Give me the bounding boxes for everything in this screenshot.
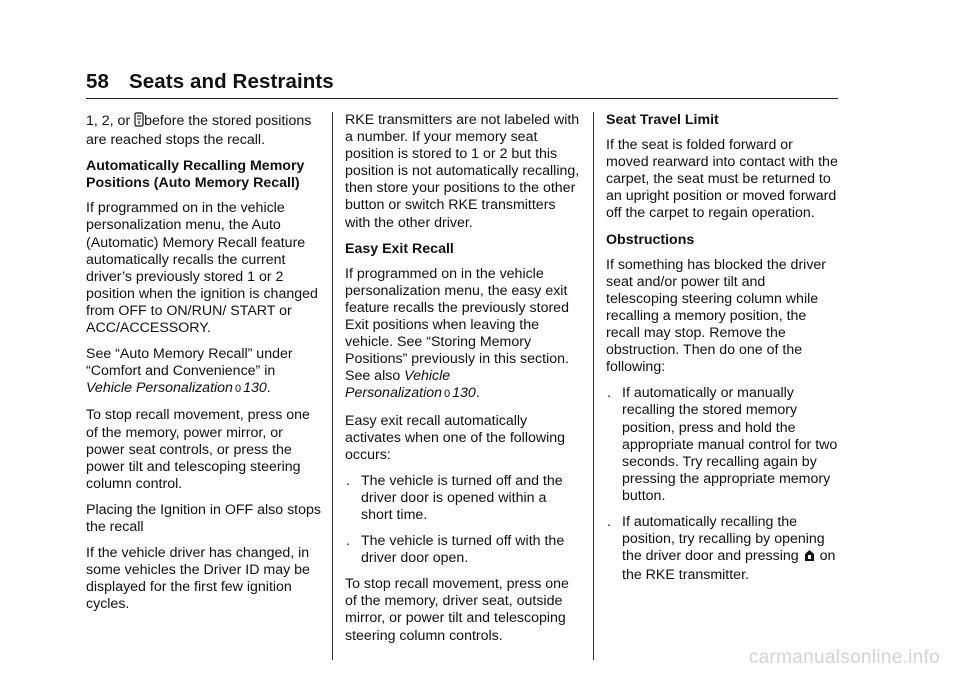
paragraph: If the seat is folded forward or moved rearward into contact with the carpet, the seat must be returned to an upright position or moved forward off the carpet to regain operation. [606,137,838,222]
seat-travel-heading: Seat Travel Limit [606,112,719,128]
page-ref-icon: 0 [444,388,451,401]
list-item: . If automatically recalling the position, try recalling by opening the driver door and pressing on the RKE transmitter. [607,513,836,584]
paragraph: If the vehicle driver has changed, in some vehicles the Driver ID may be displayed for the first few ignition cycles. [86,545,310,613]
column-2 [345,112,580,654]
paragraph: If something has blocked the driver seat and/or power tilt and telescoping steering column while recalling a memory position, the recall may stop. Remove the obstruction. Then do one of the following: [606,256,827,376]
paragraph: To stop recall movement, press one of the memory, driver seat, outside mirror, or power tilt and telescoping steering column controls. [345,576,569,644]
rke-unlock-icon [803,548,816,567]
paragraph: Placing the Ignition in OFF also stops the recall [86,501,322,535]
list-item: . If automatically or manually recalling the stored memory position, press and hold the appropriate manual control for two seconds. Try recalling again by pressing the appropriate memory button. [607,385,838,504]
paragraph: To stop recall movement, press one of the memory, power mirror, or power seat controls, or press the power tilt and telescoping steering column control. [86,407,310,492]
column-3 [606,112,838,593]
paragraph: Easy exit recall automatically activates when one of the following occurs: [345,412,566,463]
column-divider-1 [332,112,333,660]
page-ref-number[interactable]: 130 [243,380,267,397]
paragraph-see-also: See “Auto Memory Recall” under “Comfort and Convenience” in Vehicle Personalization 0 130. [86,346,293,397]
header-rule [86,98,838,99]
section-title: Seats and Restraints [129,70,334,93]
bullet-mark: . [607,513,611,530]
list-item: . The vehicle is turned off with the driver door open. [346,533,565,567]
obstructions-heading: Obstructions [606,231,695,248]
cross-reference-link[interactable]: Vehicle Personalization [86,380,233,397]
cross-reference-link[interactable]: Vehicle Personalization [345,368,451,402]
paragraph-see-also: If programmed on in the vehicle personalization menu, the easy exit feature recalls the previously stored Exit positions when leaving the vehicle. See “Storing Memory Positions” previously in this section. See also Vehicle Personalization 0 130. [345,265,569,402]
list-item: . The vehicle is turned off and the driver door is opened within a short time. [346,472,563,523]
auto-memory-heading: Automatically Recalling Memory Positions (Auto Memory Recall) [86,158,305,192]
page-header [86,70,334,94]
column-divider-2 [593,112,594,660]
paragraph: If programmed on in the vehicle personalization menu, the Auto (Automatic) Memory Recall feature automatically recalls the current driver’s previously stored 1 or 2 position when the ignition is changed from OFF to ON/RUN/ START or ACC/ACCESSORY. [86,200,318,337]
bullet-mark: . [607,385,611,402]
watermark: carmanualsonline.info [748,647,940,668]
page-number: 58 [86,70,110,93]
paragraph: RKE transmitters are not labeled with a number. If your memory seat position is stored to 1 or 2 but this position is not automatically recalling, then store your positions to the other button or switch RKE transmitters with the other driver. [345,112,580,231]
easy-exit-heading: Easy Exit Recall [345,240,454,257]
page-ref-icon: 0 [234,383,242,396]
page-ref-number[interactable]: 130 [452,385,476,402]
column-1 [86,112,321,622]
intro-paragraph: 1, 2, or before the stored positions are reached stops the recall. [86,113,312,149]
seat-memory-icon [134,112,144,132]
bullet-mark: . [346,533,350,550]
bullet-mark: . [346,472,350,489]
